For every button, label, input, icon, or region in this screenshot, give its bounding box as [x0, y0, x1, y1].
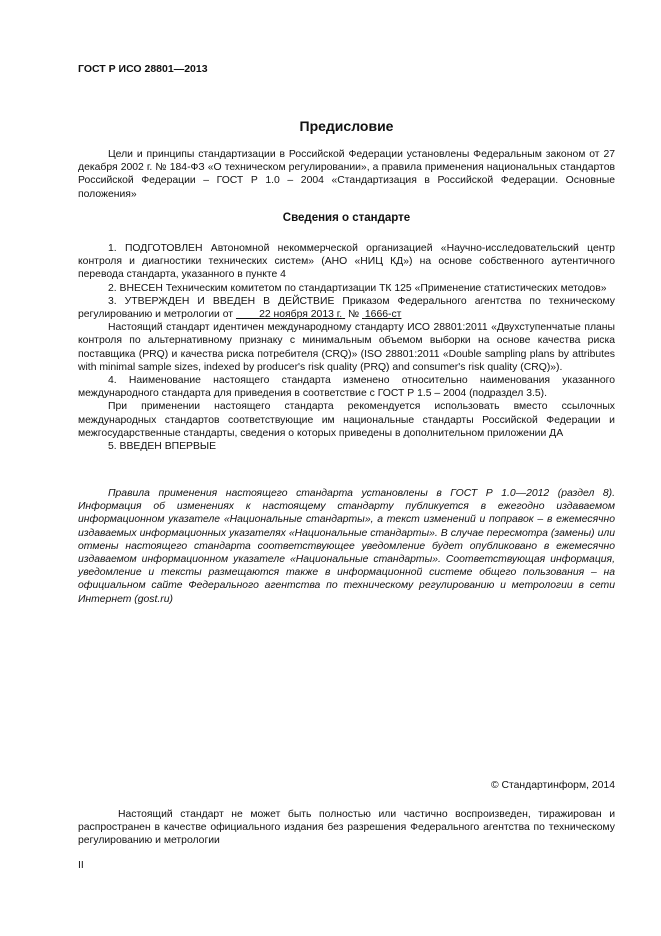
info-item-3-text: 3. УТВЕРЖДЕН И ВВЕДЕН В ДЕЙСТВИЕ Приказом Федерального агентства по техническому регулированию и метрологии от	[78, 295, 615, 321]
foreword-title: Предисловие	[299, 118, 394, 134]
rules-text: Правила применения настоящего стандарта установлены в ГОСТ Р 1.0—2012 (раздел 8). Информация об изменениях к настоящему стандарту публикуется в ежегодно издаваемом информационном указателе «Национальные стандарты», а текст изменений и поправок – в ежемесячно издаваемых информационных указателях «Национальные стандарты». В случае пересмотра (замены) или отмены настоящего стандарта соответствующее уведомление будет опубликовано в ежемесячно издаваемом информационном указателе «Национальные стандарты». Соответствующая информация, уведомление и тексты размещаются также в информационной системе общего пользования – на официальном сайте Федерального агентства по техническому регулированию и метрологии в сети Интернет (gost.ru)	[78, 488, 615, 605]
info-item-5: 5. ВВЕДЕН ВПЕРВЫЕ	[108, 441, 217, 453]
order-number-label: №	[347, 309, 360, 321]
foreword-intro: Цели и принципы стандартизации в Российской Федерации установлены Федеральным законом от 27 декабря 2002 г. № 184-ФЗ «О техническом регулировании», а правила применения национальных стандартов Российской Федерации – ГОСТ Р 1.0 – 2004 «Стандартизация в Российской Федерации. Основные положения»	[78, 149, 615, 200]
info-item-2: 2. ВНЕСЕН Техническим комитетом по стандартизации ТК 125 «Применение статистических методов»	[108, 282, 607, 294]
order-date: 22 ноября 2013 г.	[259, 309, 343, 321]
page-number: II	[78, 860, 84, 871]
info-item-4-note: При применении настоящего стандарта рекомендуется использовать вместо ссылочных международных стандартов соответствующие им национальные стандарты Российской Федерации и межгосударственные стандарты, сведения о которых приведены в дополнительном приложении ДА	[78, 401, 615, 439]
standard-code-header: ГОСТ Р ИСО 28801—2013	[78, 63, 208, 75]
reproduction-section	[78, 808, 615, 848]
info-item-1: 1. ПОДГОТОВЛЕН Автономной некоммерческой организацией «Научно-исследовательский центр контроля и диагностики технических систем» (АНО «НИЦ КД») на основе собственного аутентичного перевода стандарта, указанного в пункте 4	[78, 243, 615, 281]
copyright: © Стандартинформ, 2014	[490, 780, 615, 791]
info-title: Сведения о стандарте	[282, 212, 411, 224]
rules-section	[78, 487, 615, 606]
info-item-3	[78, 295, 615, 321]
info-item-3-note: Настоящий стандарт идентичен международному стандарту ИСО 28801:2011 «Двухступенчатые планы контроля по альтернативному признаку с минимальным объемом выборки на основе качества риска поставщика (PRQ) и качества риска потребителя (CRQ)» (ISO 28801:2011 «Double sampling plans by attributes with minimal sample sizes, indexed by producer's risk quality (PRQ) and consumer's risk quality (CRQ)»).	[78, 322, 615, 373]
info-section	[78, 242, 615, 453]
reproduction-notice: Настоящий стандарт не может быть полностью или частично воспроизведен, тиражирован и распространен в качестве официального издания без разрешения Федерального агентства по техническому регулированию и метрологии	[78, 809, 615, 847]
foreword-section	[78, 148, 615, 201]
order-number: 1666-ст	[364, 309, 402, 321]
info-item-4: 4. Наименование настоящего стандарта изменено относительно наименования указанного международного стандарта для приведения в соответствие с ГОСТ Р 1.5 – 2004 (подраздел 3.5).	[78, 375, 615, 400]
